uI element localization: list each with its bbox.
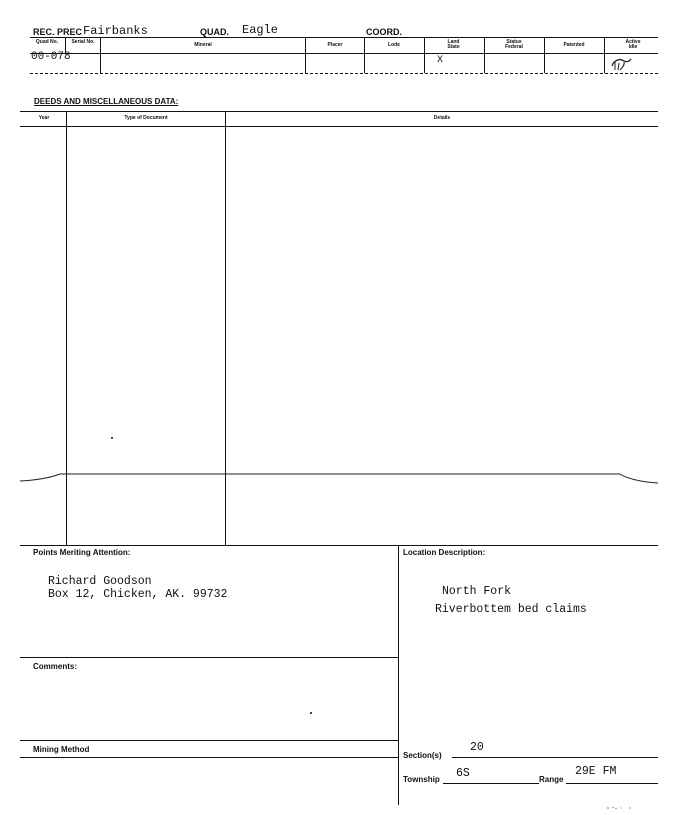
col-divider — [100, 37, 101, 73]
col-lode: Lode — [388, 42, 400, 48]
deeds-top-line — [20, 111, 658, 112]
mining-top-line — [20, 740, 398, 741]
deeds-col-details: Details — [433, 115, 451, 121]
col-divider — [604, 37, 605, 73]
rec-prec-value: Fairbanks — [83, 24, 148, 38]
points-line-2: Box 12, Chicken, AK. 99732 — [48, 588, 228, 601]
deeds-col-year: Year — [38, 115, 50, 121]
range-value: 29E FM — [575, 765, 617, 778]
table-header-line — [30, 53, 658, 54]
col-divider — [484, 37, 485, 73]
deeds-col-type: Type of Document — [124, 115, 168, 121]
table-bottom-line — [30, 73, 658, 74]
quad-value: Eagle — [242, 23, 279, 37]
col-placer: Placer — [327, 42, 343, 48]
stamp-mark — [610, 57, 632, 71]
section-label: Section(s) — [403, 751, 442, 760]
coord-label: COORD. — [366, 27, 402, 37]
deeds-header-line — [20, 126, 658, 127]
col-mineral: Mineral — [194, 42, 212, 48]
location-label: Location Description: — [403, 548, 486, 557]
rec-prec-label: REC. PREC — [33, 27, 83, 37]
scan-specks — [606, 797, 636, 801]
range-underline — [566, 783, 658, 784]
mining-bottom-line — [20, 757, 398, 758]
col-divider — [424, 37, 425, 73]
section-value: 20 — [470, 741, 484, 754]
deeds-title: DEEDS AND MISCELLANEOUS DATA: — [34, 97, 179, 106]
points-label: Points Meriting Attention: — [33, 548, 131, 557]
township-value: 6S — [456, 767, 470, 780]
location-line-1: North Fork — [442, 585, 512, 598]
col-status-federal: Status Federal — [505, 39, 523, 50]
land-state-mark: X — [437, 55, 444, 66]
speck — [111, 437, 113, 439]
township-label: Township — [403, 775, 440, 784]
range-label: Range — [539, 775, 564, 784]
points-line-1: Richard Goodson — [48, 575, 152, 588]
col-quad-no: Quad No. — [35, 39, 59, 45]
comments-label: Comments: — [33, 662, 78, 671]
comments-top-line — [20, 657, 398, 658]
mining-label: Mining Method — [33, 745, 90, 754]
col-patented: Patented — [563, 42, 585, 48]
location-line-2: Riverbottem bed claims — [435, 603, 587, 616]
township-underline — [443, 783, 539, 784]
col-land-state: Land State — [447, 39, 460, 50]
lower-center-divider — [398, 545, 399, 805]
col-active-idle: Active Idle — [625, 39, 641, 50]
quad-label: QUAD. — [200, 27, 229, 37]
table-top-line — [30, 37, 658, 38]
lower-top-line — [20, 545, 658, 546]
col-serial-no: Serial No. — [71, 39, 95, 45]
page-fold-line — [0, 468, 678, 488]
quad-serial-value: 00-078 — [31, 51, 71, 63]
section-underline — [452, 757, 658, 758]
speck — [310, 712, 312, 714]
